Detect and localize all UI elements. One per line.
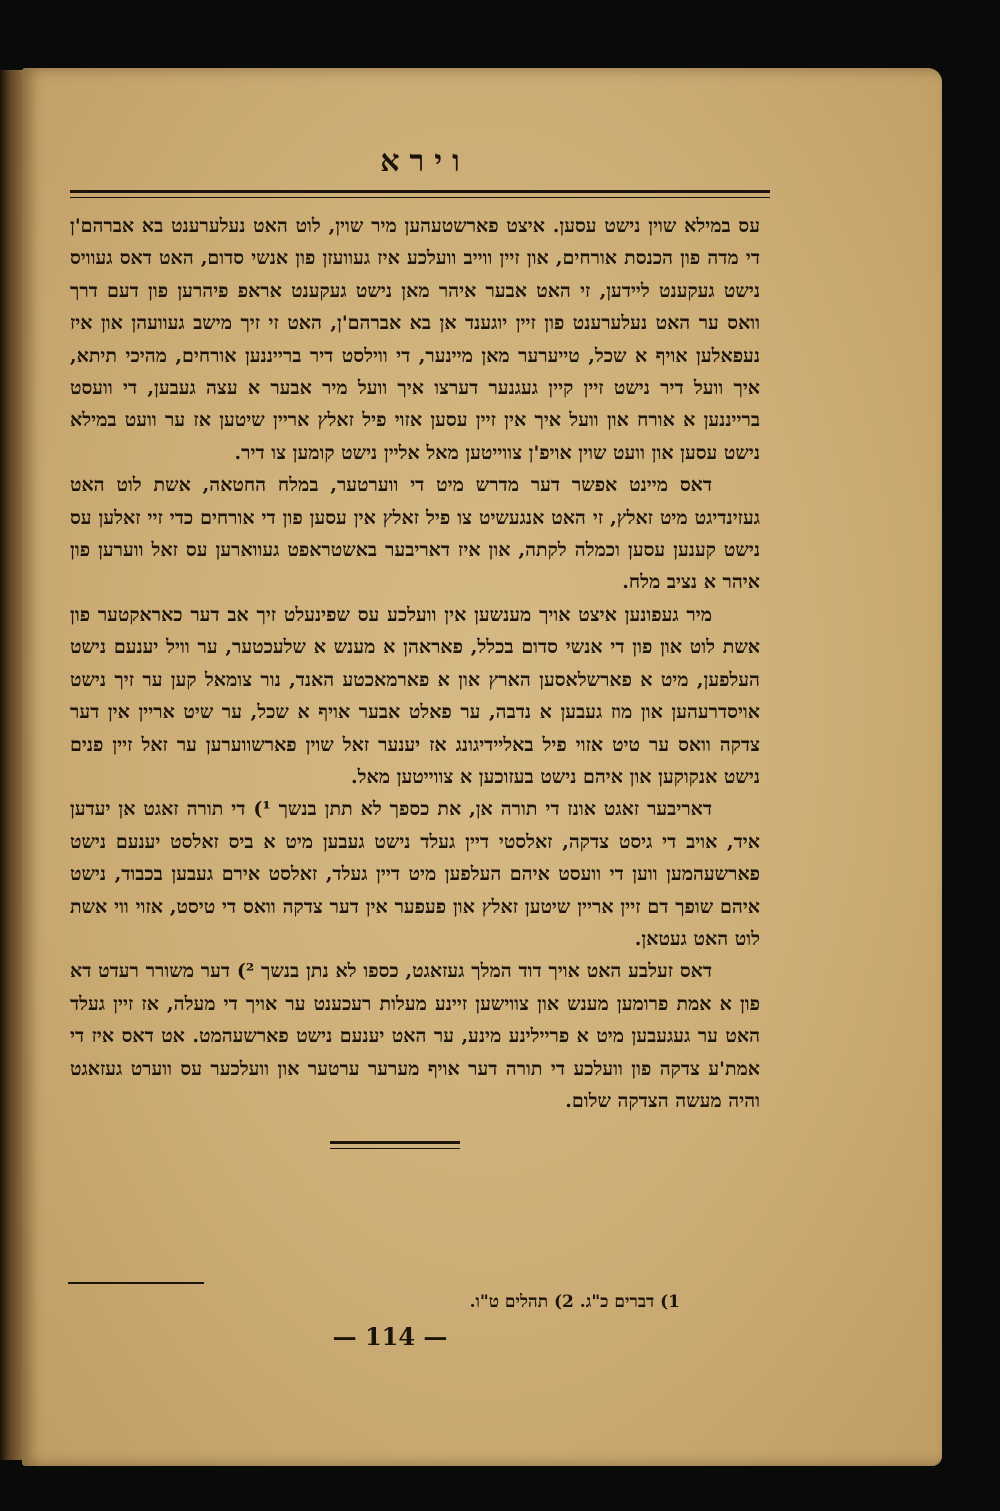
facing-page-edge xyxy=(0,70,22,1460)
footnotes: 1) דברים כ"ג. 2) תהלים ט"ו. xyxy=(469,1292,680,1312)
paragraph: דאס מיינט אפשר דער מדרש מיט די ווערטער, במלח החטאה, אשת לוט האט געזינדיגט מיט זאלץ, זי האט אנגעשיט צו פיל זאלץ אין עסען פון די אורחים כדי זיי זאלען עס נישט קענען עסען וכמלה לקתה, און איז דאריבער באשטראפט געווארען עס זאל ווערען פון איהר א נציב מלח. xyxy=(70,474,760,594)
paragraph: עס במילא שוין נישט עסען. איצט פארשטעהען מיר שוין, לוט האט נעלערענט בא אברהם'ן די מדה פון הכנסת אורחים, און זיין ווייב וועלכע איז געוועזן פון אנשי סדום, האט דאס געוויס נישט געקענט ליידען, זי האט אבער איהר מאן נישט געקענט אראפ פיהרען פון דעם דרך וואס ער האט נעלערענט פון זיין יוגענד אן בא אברהם'ן, האט זי זיך מישב געוועהן און איז נעפאלען אויף א שכל, טייערער מאן מיינער, די ווילסט דיר ברייננען אורחים, מהיכי תיתא, איך וועל דיר נישט זיין קיין געגנער דערצו איך וועל מיר אבער א עצה געבען, די וועסט ברייננען א אורח און וועל איך אין זיין עסען אזוי פיל זאלץ אריין שיטען אז ער וועט במילא נישט עסען און וועט שוין אויפ'ן צווייטען מאל אליין נישט קומען צו דיר. xyxy=(70,215,760,464)
paragraph: דאס זעלבע האט אויך דוד המלך געזאגט, כספו לא נתן בנשך ²) דער משורר רעדט דא פון א אמת פרומען מענש און צווישען זיינע מעלות רעכענט ער אויך די מעלה, אז זיין געלד האט ער געגעבען מיט א פריילינע מינע, ער האט יענעם נישט פארשעהמט. אט דאס איז די אמת'ע צדקה פון וועלכע די תורה דער אויף מערער ערטער און וועלכער עס ווערט געזאגט והיה מעשה הצדקה שלום. xyxy=(70,960,760,1112)
footnote-rule xyxy=(68,1282,204,1284)
running-header-title: וירא xyxy=(380,144,470,179)
body-text xyxy=(70,210,760,1117)
page-content xyxy=(70,80,760,1149)
header-rule xyxy=(70,190,770,198)
paragraph: מיר געפונען איצט אויך מענשען אין וועלכע עס שפינעלט זיך אב דער כאראקטער פון אשת לוט און פון די אנשי סדום בכלל, פאראהן א מענש א שלעכטער, ער וויל יענעם נישט העלפען, מיט א פארשלאסען הארץ און א פארמאכטע האנד, נור צומאל קען ער זיך נישט אויסדרעהען און מוז געבען א נדבה, ער פאלט אבער אויף א שכל, ער שיט אריין אין דער צדקה וואס ער טיט אזוי פיל באליידיגונג אז יענער זאל שוין פארשווערען ער זאל זיין פנים נישט אנקוקען און איהם נישט בעזוכען א צווייטען מאל. xyxy=(70,603,760,788)
paragraph: דאריבער זאגט אונז די תורה אן, את כספך לא תתן בנשך ¹) די תורה זאגט אן יעדען איד, אויב די גיסט צדקה, זאלסטי דיין געלד נישט געבען מיט א ביס זאלסט יענעם נישט פארשעהמען ווען די וועסט איהם העלפען מיט דיין געלד, זאלסט אירם געבען בכבוד, נישט איהם שופך דם זיין אריין שיטען זאלץ און פעפער אין דער צדקה וואס די טיסט, אזוי ווי אשת לוט האט געטאן. xyxy=(70,798,760,950)
section-divider xyxy=(330,1141,460,1149)
page-number: — 114 — xyxy=(332,1322,448,1351)
